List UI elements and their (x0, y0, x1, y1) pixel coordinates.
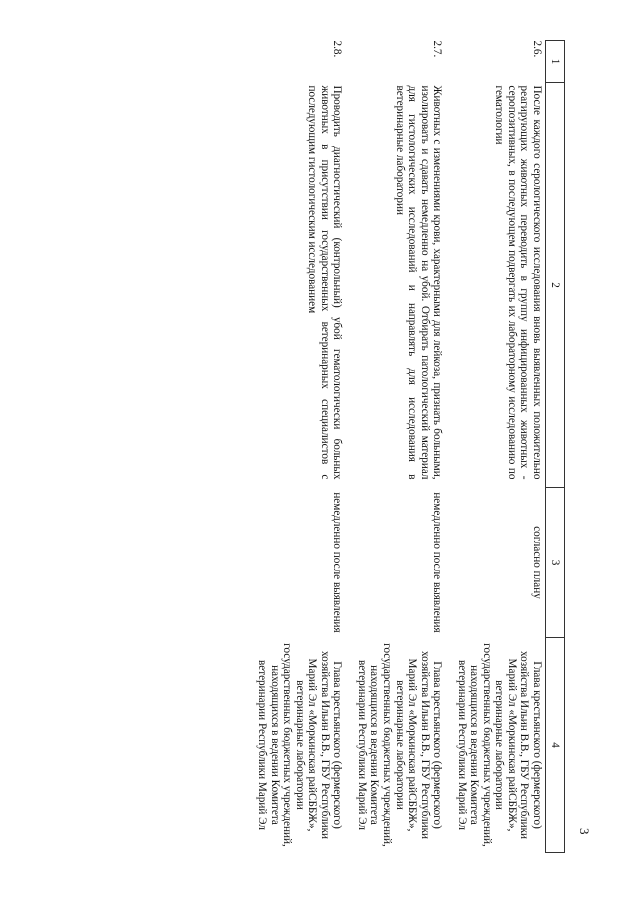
responsible-text: Глава крестьянского (фермерского) хозяйства Ильин В.В., ГБУ Республики Марий Эл «Моркинская райСББЖ», ветеринарные лаборатории государственных бюджетных учреждений, находящихся в ведении Комитета ветеринарии Республики Марий Эл (455, 643, 543, 847)
responsible-text: Глава крестьянского (фермерского) хозяйства Ильин В.В., ГБУ Республики Марий Эл «Моркинская райСББЖ», ветеринарные лаборатории государственных бюджетных учреждений, находящихся в ведении Комитета ветеринарии Республики Марий Эл (256, 643, 344, 847)
deadline-text: немедленно после выявления (331, 492, 344, 633)
item-number: 2.7. (431, 40, 444, 58)
table-row (256, 41, 346, 853)
column-number-2: 2 (546, 83, 565, 488)
deadline-text: согласно плану (531, 526, 543, 599)
column-number-3: 3 (546, 488, 565, 638)
item-number: 2.6. (531, 40, 543, 58)
plan-table (256, 40, 565, 853)
responsible-text: Глава крестьянского (фермерского) хозяйства Ильин В.В., ГБУ Республики Марий Эл «Моркинская райСББЖ», ветеринарные лаборатории государственных бюджетных учреждений, находящихся в ведении Комитета ветеринарии Республики Марий Эл (355, 643, 444, 847)
column-number-4: 4 (546, 638, 565, 853)
table-row (345, 41, 445, 853)
deadline-text: немедленно после выявления (431, 492, 444, 633)
column-number-row (546, 41, 565, 853)
rotated-document (185, 40, 565, 852)
item-number: 2.8. (331, 40, 344, 58)
measure-text: Проводить диагностический (контрольный) убой гематологически больных животных в присутствии государственных ветеринарных специалистов с последующим гистологическим исследованием (306, 85, 344, 480)
column-number-1: 1 (546, 41, 565, 83)
measure-text: После каждого серологического исследования вновь выявленных положительно реагирующих животных переводить в группу инфицированных животных - серопозитивных, в последующем подвергать их лабораторному исследованию по гематологии (493, 85, 543, 480)
measure-text: Животных с изменениями крови, характерными для лейкоза, признать больными, изолировать и сдавать немедленно на убой. Отбирать патологический материал для гистологических исследований и направлять для исследования в ветеринарные лаборатории (393, 85, 444, 480)
page-number: 3 (577, 828, 592, 835)
table-row (445, 41, 545, 853)
